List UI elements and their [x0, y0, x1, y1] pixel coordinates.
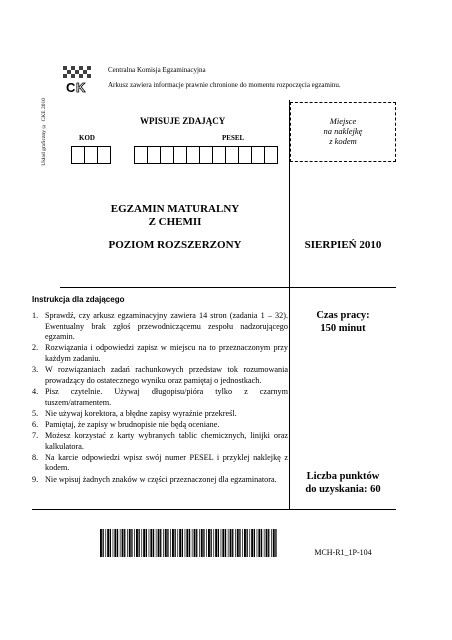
pesel-box[interactable] [264, 146, 278, 164]
copyright-note: Układ graficzny © CKE 2010 [41, 98, 47, 166]
instruction-item: 2. Rozwiązania i odpowiedzi zapisz w miejscu na to przeznaczonym przy każdym zadaniu. [32, 343, 288, 363]
time-label: Czas pracy: [316, 310, 370, 321]
confidentiality-notice: Arkusz zawiera informacje prawnie chronione do momentu rozpoczęcia egzaminu. [108, 81, 341, 89]
exam-subject: Z CHEMII [148, 216, 202, 228]
instruction-item: 5. Nie używaj korektora, a błędne zapisy wyraźnie przekreśl. [32, 408, 237, 418]
svg-text:K: K [76, 80, 86, 95]
instructions-title: Instrukcja dla zdającego [32, 295, 125, 304]
divider [60, 287, 396, 288]
sticker-line: Miejsce [329, 116, 357, 126]
kod-box[interactable] [84, 146, 98, 164]
pesel-box[interactable] [212, 146, 226, 164]
exam-session: SIERPIEŃ 2010 [304, 239, 382, 251]
sticker-line: z kodem [329, 135, 357, 146]
divider [32, 509, 396, 510]
pesel-box[interactable] [134, 146, 148, 164]
pesel-box[interactable] [173, 146, 187, 164]
instruction-item: 7. Możesz korzystać z karty wybranych tablic chemicznych, linijki oraz kalkulatora. [32, 431, 288, 451]
pesel-field[interactable] [134, 146, 277, 164]
pesel-box[interactable] [225, 146, 239, 164]
cke-logo [60, 64, 92, 96]
pesel-box[interactable] [160, 146, 174, 164]
points-label: Liczba punktów [306, 471, 380, 482]
exam-title: EGZAMIN MATURALNY [110, 203, 240, 215]
sticker-line: na naklejkę [323, 125, 363, 136]
points-value: do uzyskania: 60 [305, 483, 381, 495]
exam-code: MCH-R1_1P-104 [314, 548, 372, 557]
pesel-box[interactable] [238, 146, 252, 164]
sticker-placeholder [290, 102, 396, 162]
instruction-item: 3. W rozwiązaniach zadań rachunkowych przedstaw tok rozumowania prowadzący do ostatecznego wyniku oraz pamiętaj o jednostkach. [32, 365, 288, 385]
max-points [290, 471, 396, 496]
kod-field[interactable] [71, 146, 110, 164]
pesel-label: PESEL [222, 134, 245, 142]
entry-title: WPISUJE ZDAJĄCY [140, 116, 226, 126]
pesel-box[interactable] [199, 146, 213, 164]
barcode [100, 529, 278, 557]
pesel-box[interactable] [147, 146, 161, 164]
pesel-box[interactable] [186, 146, 200, 164]
column-divider [289, 100, 290, 510]
organization-name: Centralna Komisja Egzaminacyjna [108, 66, 206, 74]
exam-level: POZIOM ROZSZERZONY [108, 239, 242, 251]
instruction-item: 8. Na karcie odpowiedzi wpisz swój numer PESEL i przyklej naklejkę z kodem. [32, 452, 288, 473]
svg-text:C: C [66, 80, 76, 95]
kod-label: KOD [79, 134, 95, 142]
exam-time [290, 310, 396, 335]
instruction-item: 4. Pisz czytelnie. Używaj długopisu/pióra tylko z czarnym tuszem/atramentem. [32, 386, 288, 407]
instruction-item: 1. Sprawdź, czy arkusz egzaminacyjny zawiera 14 stron (zadania 1 – 32). Ewentualny brak zgłoś przewodniczącemu zespołu nadzorującego egzamin. [32, 311, 288, 342]
kod-box[interactable] [97, 146, 111, 164]
instructions-list [32, 311, 288, 486]
instruction-item: 6. Pamiętaj, że zapisy w brudnopisie nie będą oceniane. [32, 419, 220, 429]
time-value: 150 minut [320, 322, 366, 334]
pesel-box[interactable] [251, 146, 265, 164]
instruction-item: 9. Nie wpisuj żadnych znaków w części przeznaczonej dla egzaminatora. [32, 474, 277, 484]
kod-box[interactable] [71, 146, 85, 164]
